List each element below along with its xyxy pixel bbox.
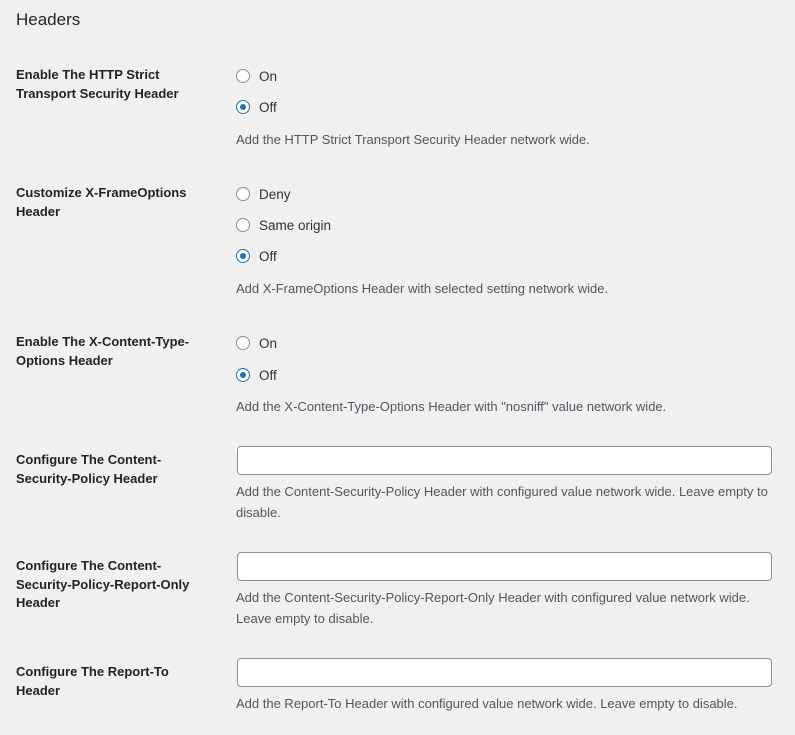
xframe-radio-off[interactable] [236,247,277,265]
radio-label: On [259,335,278,351]
hsts-radio-on[interactable] [236,67,277,85]
xframe-radio-deny[interactable] [236,185,291,203]
radio-label: On [259,68,278,84]
radio-checked-icon[interactable] [236,249,250,263]
reportto-label: Configure The Report-To Header [16,664,169,698]
cspro-label: Configure The Content-Security-Policy-Report-Only Header [16,558,190,610]
cspro-description: Add the Content-Security-Policy-Report-Only Header with configured value network wide. Leave empty to disable. [236,590,750,626]
radio-label: Off [259,248,277,264]
xcto-label: Enable The X-Content-Type-Options Header [16,334,190,368]
radio-label: Off [259,99,277,115]
radio-unchecked-icon[interactable] [236,336,250,350]
radio-unchecked-icon[interactable] [236,218,250,232]
reportto-description: Add the Report-To Header with configured value network wide. Leave empty to disable. [236,696,738,711]
radio-unchecked-icon[interactable] [236,187,250,201]
radio-checked-icon[interactable] [236,100,250,114]
radio-label: Off [259,367,277,383]
csp-input[interactable] [237,446,772,475]
section-title: Headers [16,10,81,29]
hsts-radio-off[interactable] [236,98,277,116]
hsts-label: Enable The HTTP Strict Transport Security Header [16,67,179,101]
xcto-description: Add the X-Content-Type-Options Header with "nosniff" value network wide. [236,399,667,414]
xframe-label: Customize X-FrameOptions Header [16,185,187,219]
radio-checked-icon[interactable] [236,368,250,382]
radio-unchecked-icon[interactable] [236,69,250,83]
xframe-description: Add X-FrameOptions Header with selected setting network wide. [236,281,609,296]
radio-label: Deny [259,186,291,202]
csp-label: Configure The Content-Security-Policy Header [16,452,162,486]
hsts-description: Add the HTTP Strict Transport Security Header network wide. [236,132,590,147]
radio-label: Same origin [259,217,332,233]
csp-description: Add the Content-Security-Policy Header with configured value network wide. Leave empty to disable. [236,484,768,520]
xframe-radio-same-origin[interactable] [236,216,331,234]
xcto-radio-on[interactable] [236,334,277,352]
cspro-input[interactable] [237,552,772,581]
reportto-input[interactable] [237,658,772,687]
xcto-radio-off[interactable] [236,366,277,384]
